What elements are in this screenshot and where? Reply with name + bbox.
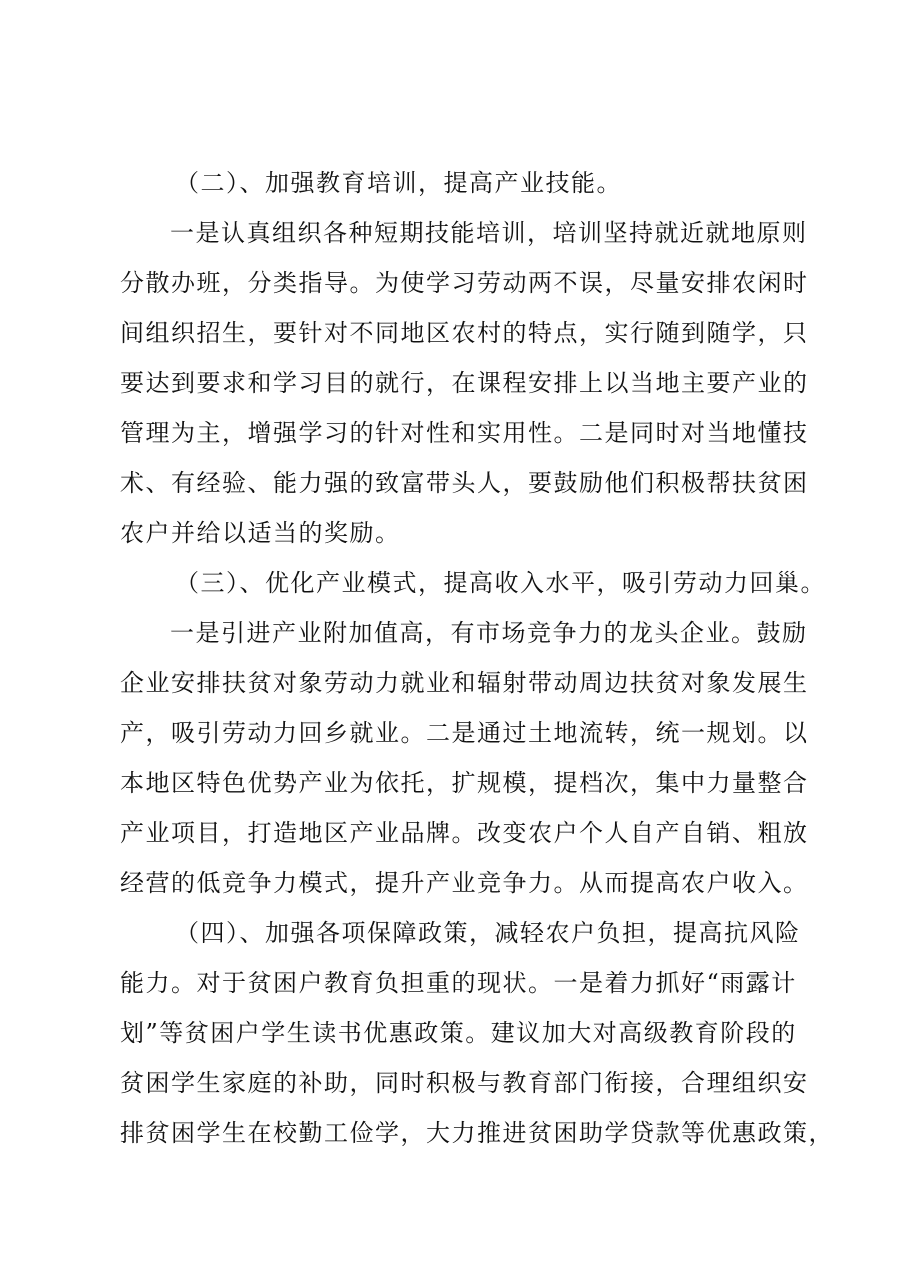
paragraph-line: 分散办班，分类指导。为使学习劳动两不误，尽量安排农闲时 [120, 269, 809, 297]
paragraph-line: 本地区特色优势产业为依托，扩规模，提档次，集中力量整合 [120, 769, 809, 797]
paragraph-line: 一是引进产业附加值高，有市场竞争力的龙头企业。鼓励 [170, 619, 808, 647]
paragraph-line: 划”等贫困户学生读书优惠政策。建议加大对高级教育阶段的 [120, 1019, 797, 1047]
paragraph-line: 农户并给以适当的奖励。 [120, 519, 401, 547]
section-heading-3: （三）、优化产业模式，提高收入水平，吸引劳动力回巢。 [175, 569, 826, 597]
paragraph-line: 术、有经验、能力强的致富带头人，要鼓励他们积极帮扶贫困 [120, 469, 809, 497]
paragraph-line: 产，吸引劳动力回乡就业。二是通过土地流转，统一规划。以 [120, 719, 809, 747]
paragraph-line: 经营的低竞争力模式，提升产业竞争力。从而提高农户收入。 [120, 869, 809, 897]
paragraph-line: 企业安排扶贫对象劳动力就业和辐射带动周边扶贫对象发展生 [120, 669, 809, 697]
paragraph-line: 一是认真组织各种短期技能培训，培训坚持就近就地原则 [170, 219, 808, 247]
paragraph-line: 能力。对于贫困户教育负担重的现状。一是着力抓好“雨露计 [120, 969, 797, 997]
paragraph-line: 排贫困学生在校勤工俭学，大力推进贫困助学贷款等优惠政策， [120, 1119, 834, 1147]
paragraph-line: 间组织招生，要针对不同地区农村的特点，实行随到随学，只 [120, 319, 809, 347]
paragraph-line: 管理为主，增强学习的针对性和实用性。二是同时对当地懂技 [120, 419, 809, 447]
paragraph-line: 要达到要求和学习目的就行，在课程安排上以当地主要产业的 [120, 369, 809, 397]
paragraph-line: 产业项目，打造地区产业品牌。改变农户个人自产自销、粗放 [120, 819, 809, 847]
section-heading-2: （二）、加强教育培训，提高产业技能。 [175, 169, 622, 197]
section-heading-4: （四）、加强各项保障政策，减轻农户负担，提高抗风险 [175, 919, 801, 947]
paragraph-line: 贫困学生家庭的补助，同时积极与教育部门衔接，合理组织安 [120, 1069, 809, 1097]
